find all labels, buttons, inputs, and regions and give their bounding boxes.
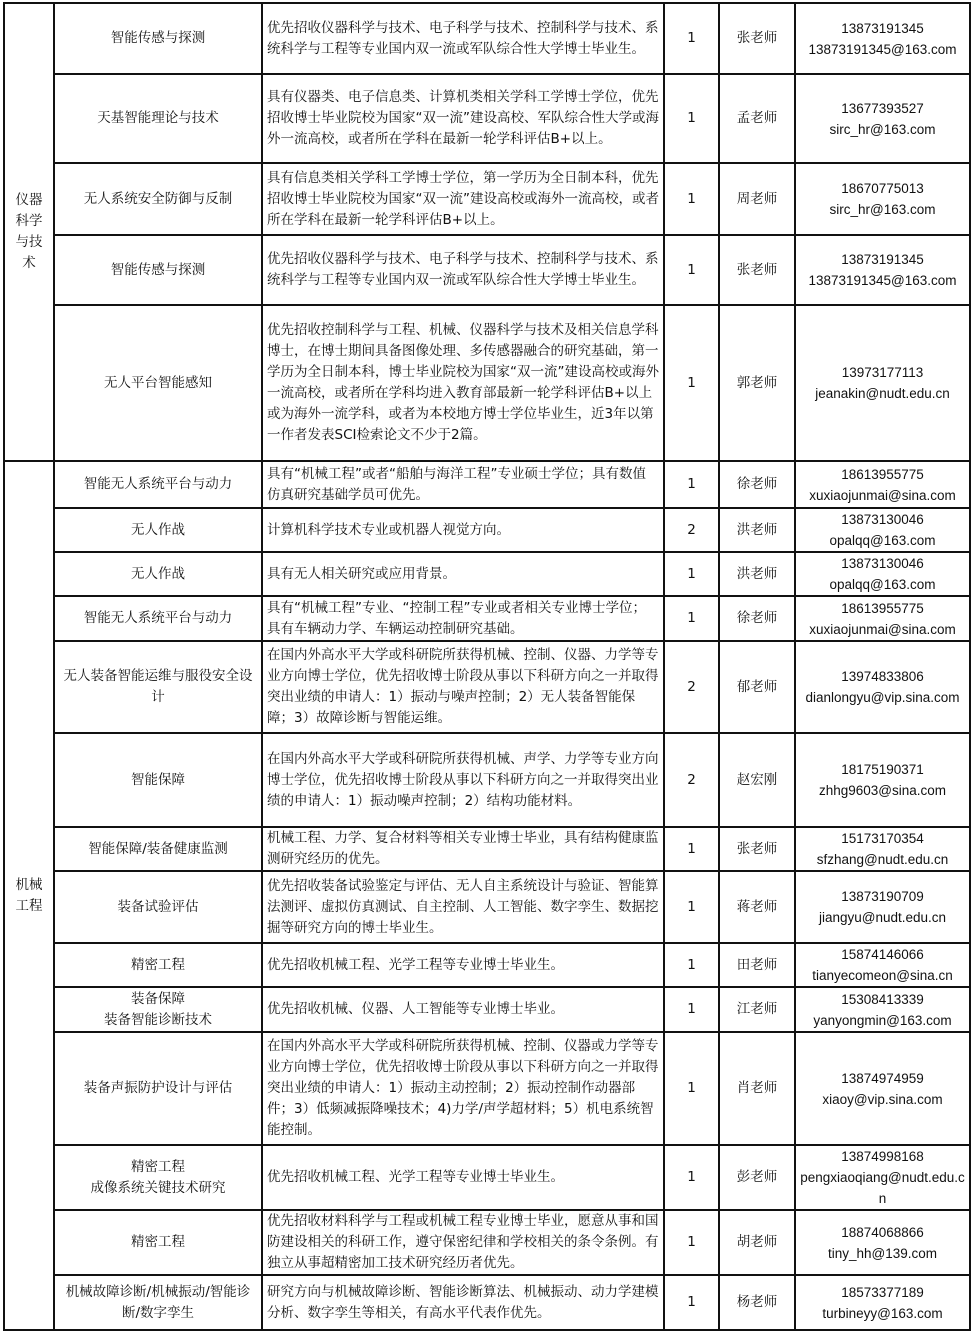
email-link[interactable]: dianlongyu@vip.sina.com: [805, 690, 960, 705]
contact-person: 蒋老师: [719, 871, 795, 943]
contact-person: 徐老师: [719, 461, 795, 508]
email-link[interactable]: sfzhang@nudt.edu.cn: [816, 852, 949, 867]
contact-person: 徐老师: [719, 596, 795, 641]
email-link[interactable]: xiaoy@vip.sina.com: [822, 1091, 943, 1107]
headcount: 1: [664, 1210, 719, 1275]
email-link[interactable]: xuxiaojunmai@sina.com: [809, 487, 956, 503]
email-link[interactable]: xuxiaojunmai@sina.com: [809, 621, 956, 637]
direction-line: 成像系统关键技术研究: [90, 1179, 226, 1196]
requirement: 优先招收机械工程、光学工程等专业博士毕业生。: [262, 943, 664, 987]
requirement: 优先招收控制科学与工程、机械、仪器科学与技术及相关信息学科博士，在博士期间具备图像处理、多传感器融合的研究基础，第一学历为全日制本科，博士毕业院校为国家“双一流”建设高校或海外一流高校，或者所在学科均进入教育部最新一轮学科评估B+以上或为海外一流学科，或者为本校地方博士学位毕业生，近3年以第一作者发表SCI检索论文不少于2篇。: [262, 305, 664, 461]
phone: 13974833806: [841, 669, 924, 684]
contact-person: 洪老师: [719, 552, 795, 596]
email-link[interactable]: sirc_hr@163.com: [829, 121, 936, 137]
table-row: [4, 827, 970, 871]
contact-person: 彭老师: [719, 1145, 795, 1210]
recruitment-table: [3, 2, 971, 1331]
department-cell: 机械工程: [4, 461, 54, 1330]
contact-info: [795, 987, 970, 1032]
contact-person: 肖老师: [719, 1032, 795, 1145]
requirement: 在国内外高水平大学或科研院所获得机械、控制、仪器、力学等专业方向博士学位，优先招收博士阶段从事以下科研方向之一并取得突出业绩的申请人：1）振动与噪声控制；2）无人装备智能保障；3）故障诊断与智能运维。: [262, 641, 664, 733]
requirement: 优先招收装备试验鉴定与评估、无人自主系统设计与验证、智能算法测评、虚拟仿真测试、自主控制、人工智能、数字孪生、数据挖掘等研究方向的博士毕业生。: [262, 871, 664, 943]
phone: 13973177113: [841, 365, 924, 380]
headcount: 1: [664, 552, 719, 596]
email-link[interactable]: tianyecomeon@sina.cn: [812, 968, 953, 983]
contact-person: 张老师: [719, 3, 795, 74]
headcount: 1: [664, 235, 719, 305]
headcount: 1: [664, 987, 719, 1032]
contact-info: [795, 305, 970, 461]
contact-person: 杨老师: [719, 1275, 795, 1330]
direction-line: 装备保障: [131, 990, 185, 1007]
phone: 13874974959: [841, 1070, 924, 1086]
requirement: 优先招收材料科学与工程或机械工程专业博士毕业，愿意从事和国防建设相关的科研工作，遵守保密纪律和学校相关的条令条例。有独立从事超精密加工技术研究经历者优先。: [262, 1210, 664, 1275]
email-link[interactable]: 13873191345@163.com: [808, 273, 957, 288]
email-link[interactable]: tiny_hh@139.com: [827, 1245, 937, 1261]
phone: 18874068866: [841, 1224, 924, 1240]
headcount: 1: [664, 305, 719, 461]
research-direction: [54, 987, 262, 1032]
headcount: 1: [664, 163, 719, 235]
requirement: 具有“机械工程”专业、“控制工程”专业或者相关专业博士学位；具有车辆动力学、车辆运动控制研究基础。: [262, 596, 664, 641]
requirement: 优先招收仪器科学与技术、电子科学与技术、控制科学与技术、系统科学与工程等专业国内双一流或军队综合性大学博士毕业生。: [262, 3, 664, 74]
contact-person: 郁老师: [719, 641, 795, 733]
requirement: 优先招收仪器科学与技术、电子科学与技术、控制科学与技术、系统科学与工程等专业国内双一流或军队综合性大学博士毕业生。: [262, 235, 664, 305]
contact-info: [795, 1275, 970, 1330]
contact-person: 赵宏刚: [719, 733, 795, 827]
contact-person: 周老师: [719, 163, 795, 235]
requirement: 具有信息类相关学科工学博士学位，第一学历为全日制本科，优先招收博士毕业院校为国家“双一流”建设高校或海外一流高校，或者所在学科在最新一轮学科评估B+以上。: [262, 163, 664, 235]
research-direction: 装备声振防护设计与评估: [54, 1032, 262, 1145]
research-direction: 智能传感与探测: [54, 235, 262, 305]
headcount: 1: [664, 1275, 719, 1330]
requirement: 计算机科学技术专业或机器人视觉方向。: [262, 508, 664, 552]
contact-person: 田老师: [719, 943, 795, 987]
headcount: 1: [664, 461, 719, 508]
table-row: [4, 1145, 970, 1210]
requirement: 在国内外高水平大学或科研院所获得机械、控制、仪器或力学等专业方向博士学位，优先招收博士阶段从事以下科研方向之一并取得突出业绩的申请人：1）振动主动控制；2）振动控制作动器部件；3）低频减振降噪技术；4)力学/声学超材料；5）机电系统智能控制。: [262, 1032, 664, 1145]
headcount: 1: [664, 1032, 719, 1145]
research-direction: 无人平台智能感知: [54, 305, 262, 461]
contact-person: 洪老师: [719, 508, 795, 552]
requirement: 机械工程、力学、复合材料等相关专业博士毕业，具有结构健康监测研究经历的优先。: [262, 827, 664, 871]
headcount: 1: [664, 943, 719, 987]
email-link[interactable]: yanyongmin@163.com: [813, 1012, 952, 1028]
phone: 15173170354: [841, 831, 924, 846]
research-direction: 无人系统安全防御与反制: [54, 163, 262, 235]
requirement: 在国内外高水平大学或科研院所获得机械、声学、力学等专业方向博士学位，优先招收博士阶段从事以下科研方向之一并取得突出业绩的申请人：1）振动噪声控制；2）结构功能材料。: [262, 733, 664, 827]
headcount: 1: [664, 596, 719, 641]
contact-person: 孟老师: [719, 74, 795, 163]
table-row: [4, 305, 970, 461]
contact-info: [795, 596, 970, 641]
phone: 15874146066: [841, 947, 924, 962]
email-link[interactable]: zhhg9603@sina.com: [818, 783, 947, 798]
contact-person: 张老师: [719, 827, 795, 871]
phone: 18613955775: [841, 600, 924, 616]
research-direction: 精密工程: [54, 943, 262, 987]
requirement: 优先招收机械、仪器、人工智能等专业博士毕业。: [262, 987, 664, 1032]
table-row: [4, 74, 970, 163]
research-direction: [54, 1145, 262, 1210]
email-link[interactable]: jiangyu@nudt.edu.cn: [818, 910, 947, 925]
table-row: [4, 1275, 970, 1330]
contact-person: 江老师: [719, 987, 795, 1032]
table-row: [4, 641, 970, 733]
phone: 18613955775: [841, 466, 924, 482]
research-direction: 装备试验评估: [54, 871, 262, 943]
contact-person: 胡老师: [719, 1210, 795, 1275]
email-link[interactable]: 13873191345@163.com: [808, 41, 957, 57]
contact-info: [795, 871, 970, 943]
phone: 18670775013: [841, 181, 924, 196]
requirement: 具有无人相关研究或应用背景。: [262, 552, 664, 596]
headcount: 1: [664, 74, 719, 163]
research-direction: 智能无人系统平台与动力: [54, 461, 262, 508]
contact-info: [795, 235, 970, 305]
phone: 15308413339: [841, 991, 924, 1007]
research-direction: 智能保障: [54, 733, 262, 827]
research-direction: 智能无人系统平台与动力: [54, 596, 262, 641]
contact-info: [795, 1145, 970, 1210]
table-row: [4, 3, 970, 74]
department-cell: 仪器科学与技术: [4, 3, 54, 461]
contact-info: [795, 508, 970, 552]
contact-person: 郭老师: [719, 305, 795, 461]
email-link[interactable]: opalqq@163.com: [829, 577, 936, 592]
table-row: [4, 235, 970, 305]
requirement: 具有“机械工程”或者“船舶与海洋工程”专业硕士学位；具有数值仿真研究基础学员可优先。: [262, 461, 664, 508]
phone: 13873191345: [841, 252, 924, 267]
requirement: 具有仪器类、电子信息类、计算机类相关学科工学博士学位，优先招收博士毕业院校为国家“双一流”建设高校、军队综合性大学或海外一流高校，或者所在学科在最新一轮学科评估B+以上。: [262, 74, 664, 163]
contact-info: [795, 163, 970, 235]
contact-info: [795, 1210, 970, 1275]
table-row: [4, 943, 970, 987]
table-row: [4, 596, 970, 641]
headcount: 2: [664, 733, 719, 827]
table-row: [4, 461, 970, 508]
contact-info: [795, 943, 970, 987]
research-direction: 无人装备智能运维与服役安全设计: [54, 641, 262, 733]
requirement: 优先招收机械工程、光学工程等专业博士毕业生。: [262, 1145, 664, 1210]
direction-line: 装备智能诊断技术: [104, 1011, 212, 1028]
phone: 18175190371: [841, 762, 924, 777]
table-row: [4, 552, 970, 596]
headcount: 1: [664, 1145, 719, 1210]
contact-info: [795, 1032, 970, 1145]
contact-info: [795, 461, 970, 508]
table-row: [4, 1210, 970, 1275]
email-link[interactable]: sirc_hr@163.com: [829, 202, 936, 217]
headcount: 2: [664, 508, 719, 552]
research-direction: 智能传感与探测: [54, 3, 262, 74]
phone: 13677393527: [841, 100, 924, 116]
phone: 13874998168: [841, 1149, 924, 1164]
contact-info: [795, 74, 970, 163]
contact-info: [795, 552, 970, 596]
table-row: [4, 508, 970, 552]
phone: 13873130046: [841, 512, 924, 527]
requirement: 研究方向与机械故障诊断、智能诊断算法、机械振动、动力学建模分析、数字孪生等相关，有高水平代表作优先。: [262, 1275, 664, 1330]
research-direction: 机械故障诊断/机械振动/智能诊断/数字孪生: [54, 1275, 262, 1330]
email-link[interactable]: pengxiaoqiang@nudt.edu.cn: [800, 1170, 965, 1206]
phone: 13873130046: [841, 556, 924, 571]
contact-info: [795, 827, 970, 871]
email-link[interactable]: turbineyy@163.com: [822, 1305, 943, 1321]
research-direction: 智能保障/装备健康监测: [54, 827, 262, 871]
contact-info: [795, 733, 970, 827]
table-row: [4, 987, 970, 1032]
contact-person: 张老师: [719, 235, 795, 305]
headcount: 1: [664, 871, 719, 943]
contact-info: [795, 3, 970, 74]
research-direction: 精密工程: [54, 1210, 262, 1275]
email-link[interactable]: opalqq@163.com: [829, 533, 936, 548]
phone: 13873190709: [841, 889, 924, 904]
research-direction: 无人作战: [54, 552, 262, 596]
headcount: 1: [664, 3, 719, 74]
table-row: [4, 733, 970, 827]
table-row: [4, 871, 970, 943]
phone: 13873191345: [841, 20, 924, 36]
research-direction: 天基智能理论与技术: [54, 74, 262, 163]
email-link[interactable]: jeanakin@nudt.edu.cn: [815, 386, 950, 401]
direction-line: 精密工程: [131, 1158, 185, 1175]
phone: 18573377189: [841, 1284, 924, 1300]
research-direction: 无人作战: [54, 508, 262, 552]
contact-info: [795, 641, 970, 733]
headcount: 1: [664, 827, 719, 871]
table-row: [4, 163, 970, 235]
headcount: 2: [664, 641, 719, 733]
table-row: [4, 1032, 970, 1145]
